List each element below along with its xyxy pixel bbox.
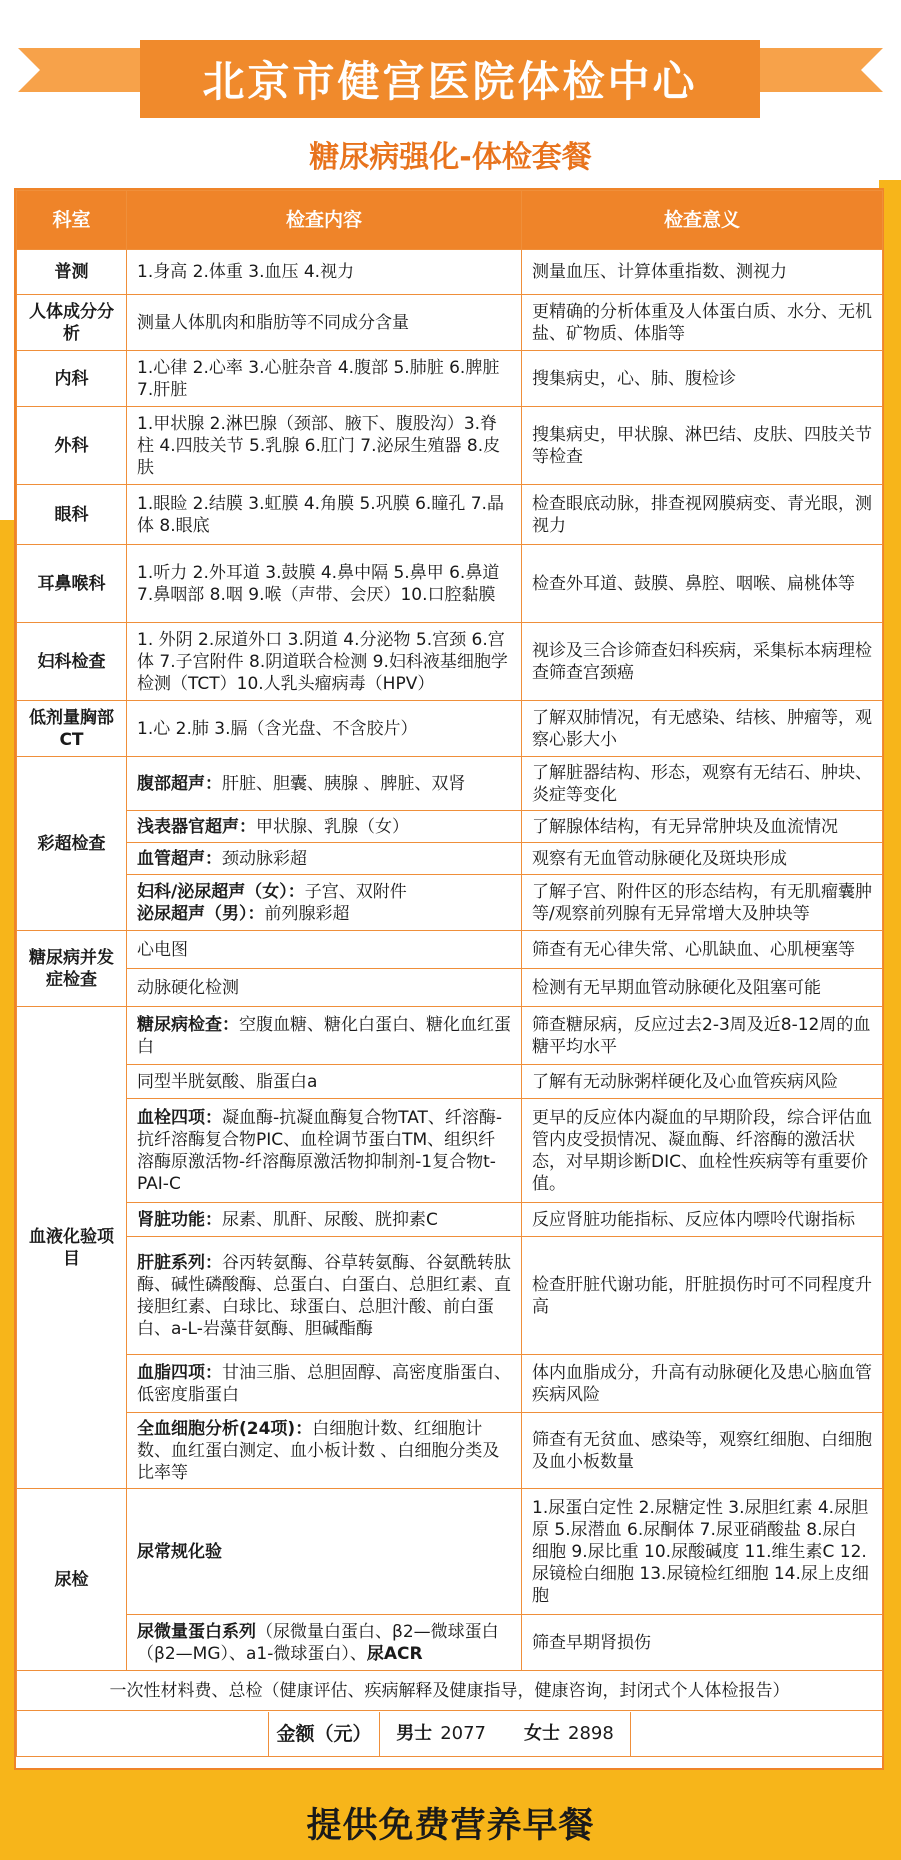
item-text: 前列腺彩超 xyxy=(264,903,350,924)
item-text: 甘油三脂、总胆固醇、高密度脂蛋白、低密度脂蛋白 xyxy=(137,1362,511,1405)
table-row xyxy=(17,250,883,295)
item-label: 浅表器官超声： xyxy=(137,816,256,837)
content-cell: 1.心 2.肺 3.膈（含光盘、不含胶片） xyxy=(127,701,522,757)
item-text: 凝血酶-抗凝血酶复合物TAT、纤溶酶-抗纤溶酶复合物PIC、血栓调节蛋白TM、组织纤溶酶原激活物-纤溶酶原激活物抑制剂-1复合物t-PAI-C xyxy=(137,1107,503,1194)
dept-cell: 普测 xyxy=(17,250,127,295)
ribbon-tail-left xyxy=(18,48,40,92)
price-label: 金额（元） xyxy=(268,1712,380,1756)
meaning-cell: 更精确的分析体重及人体蛋白质、水分、无机盐、矿物质、体脂等 xyxy=(522,295,883,351)
meaning-cell: 了解有无动脉粥样硬化及心血管疾病风险 xyxy=(522,1065,883,1099)
content-cell: 1.甲状腺 2.淋巴腺（颈部、腋下、腹股沟）3.脊柱 4.四肢关节 5.乳腺 6.肛门 7.泌尿生殖器 8.皮肤 xyxy=(127,407,522,485)
dept-cell: 耳鼻喉科 xyxy=(17,545,127,623)
item-label: 腹部超声： xyxy=(137,773,222,794)
item-label: 糖尿病检查： xyxy=(137,1014,239,1035)
table-row xyxy=(17,623,883,701)
dept-cell: 妇科检查 xyxy=(17,623,127,701)
content-cell xyxy=(127,1615,522,1671)
ribbon-tail-right xyxy=(861,48,883,92)
price-box xyxy=(17,1712,882,1756)
item-label: 泌尿超声（男）： xyxy=(137,903,265,924)
table-row xyxy=(17,485,883,545)
exam-table xyxy=(16,190,883,1757)
meaning-cell: 检查眼底动脉，排查视网膜病变、青光眼，测视力 xyxy=(522,485,883,545)
table-row xyxy=(17,701,883,757)
item-label: 尿ACR xyxy=(366,1643,423,1664)
table-row xyxy=(17,811,883,843)
meaning-cell: 搜集病史，心、肺、腹检诊 xyxy=(522,351,883,407)
header-meaning: 检查意义 xyxy=(522,191,883,250)
table-row xyxy=(17,1203,883,1237)
table-row xyxy=(17,1489,883,1615)
dept-cell: 尿检 xyxy=(17,1489,127,1671)
item-label: 肝脏系列： xyxy=(137,1252,222,1273)
free-breakfast-banner: 提供免费营养早餐 xyxy=(306,1806,595,1846)
meaning-cell: 筛查有无贫血、感染等，观察红细胞、白细胞及血小板数量 xyxy=(522,1413,883,1489)
dept-cell: 低剂量胸部CT xyxy=(17,701,127,757)
header-content: 检查内容 xyxy=(127,191,522,250)
meaning-cell: 了解双肺情况，有无感染、结核、肿瘤等，观察心影大小 xyxy=(522,701,883,757)
table-row xyxy=(17,1007,883,1065)
price-row xyxy=(17,1711,883,1757)
meaning-cell: 筛查糖尿病，反应过去2-3周及近8-12周的血糖平均水平 xyxy=(522,1007,883,1065)
dept-cell: 彩超检查 xyxy=(17,757,127,931)
ribbon-tail-left-body xyxy=(40,48,148,92)
dept-cell: 外科 xyxy=(17,407,127,485)
meaning-cell: 测量血压、计算体重指数、测视力 xyxy=(522,250,883,295)
content-cell xyxy=(127,1007,522,1065)
content-cell: 1.身高 2.体重 3.血压 4.视力 xyxy=(127,250,522,295)
table-row xyxy=(17,1065,883,1099)
male-price: 2077 xyxy=(440,1722,486,1744)
item-text: 空腹血糖、糖化白蛋白、糖化血红蛋白 xyxy=(137,1014,511,1057)
table-header-row xyxy=(17,191,883,250)
dept-cell: 内科 xyxy=(17,351,127,407)
item-label: 血脂四项： xyxy=(137,1362,222,1383)
content-cell xyxy=(127,757,522,811)
item-text: 谷丙转氨酶、谷草转氨酶、谷氨酰转肽酶、碱性磷酸酶、总蛋白、白蛋白、总胆红素、直接胆红素、白球比、球蛋白、总胆汁酸、前白蛋白、a-L-岩藻苷氨酶、胆碱酯酶 xyxy=(137,1252,511,1339)
content-cell: 1.听力 2.外耳道 3.鼓膜 4.鼻中隔 5.鼻甲 6.鼻道 7.鼻咽部 8.咽 9.喉（声带、会厌）10.口腔黏膜 xyxy=(127,545,522,623)
content-cell: 测量人体肌肉和脂肪等不同成分含量 xyxy=(127,295,522,351)
meaning-cell: 反应肾脏功能指标、反应体内嘌呤代谢指标 xyxy=(522,1203,883,1237)
table-row xyxy=(17,407,883,485)
item-label: 肾脏功能： xyxy=(137,1209,222,1230)
meaning-cell: 检测有无早期血管动脉硬化及阻塞可能 xyxy=(522,969,883,1007)
table-row xyxy=(17,1413,883,1489)
male-label: 男士 xyxy=(396,1722,433,1744)
table-row xyxy=(17,351,883,407)
table-row xyxy=(17,843,883,875)
item-text: 白细胞计数、红细胞计数、血红蛋白测定、血小板计数 、白细胞分类及比率等 xyxy=(137,1418,500,1483)
ribbon-tail-right-body xyxy=(753,48,861,92)
item-label: 全血细胞分析(24项)： xyxy=(137,1418,313,1439)
meaning-cell: 筛查有无心律失常、心肌缺血、心肌梗塞等 xyxy=(522,931,883,969)
table-row xyxy=(17,1099,883,1203)
item-text: 子宫、双附件 xyxy=(304,881,407,902)
item-label: 尿常规化验 xyxy=(137,1541,222,1562)
table-row xyxy=(17,969,883,1007)
meaning-cell: 体内血脂成分，升高有动脉硬化及患心脑血管疾病风险 xyxy=(522,1355,883,1413)
female-price: 2898 xyxy=(568,1722,614,1744)
item-text: 甲状腺、乳腺（女） xyxy=(256,816,409,837)
dept-cell: 血液化验项目 xyxy=(17,1007,127,1489)
item-text: 颈动脉彩超 xyxy=(222,848,307,869)
item-label: 血栓四项： xyxy=(137,1107,222,1128)
price-values xyxy=(380,1712,631,1756)
content-cell: 心电图 xyxy=(127,931,522,969)
meaning-cell: 了解子宫、附件区的形态结构，有无肌瘤囊肿等/观察前列腺有无异常增大及肿块等 xyxy=(522,875,883,931)
content-cell: 1.心律 2.心率 3.心脏杂音 4.腹部 5.肺脏 6.脾脏 7.肝脏 xyxy=(127,351,522,407)
meaning-cell: 检查肝脏代谢功能，肝脏损伤时可不同程度升高 xyxy=(522,1237,883,1355)
price-row-cell xyxy=(17,1711,883,1757)
item-text: （尿微量白蛋白、β2—微球蛋白（β2—MG）、a1-微球蛋白）、 xyxy=(137,1621,499,1664)
content-cell: 同型半胱氨酸、脂蛋白a xyxy=(127,1065,522,1099)
content-cell xyxy=(127,843,522,875)
meaning-cell: 筛查早期肾损伤 xyxy=(522,1615,883,1671)
misc-fee-cell: 一次性材料费、总检（健康评估、疾病解释及健康指导，健康咨询，封闭式个人体检报告） xyxy=(17,1671,883,1711)
meaning-cell: 观察有无血管动脉硬化及斑块形成 xyxy=(522,843,883,875)
table-row xyxy=(17,1355,883,1413)
female-label: 女士 xyxy=(524,1722,560,1744)
dept-cell: 眼科 xyxy=(17,485,127,545)
item-label: 妇科/泌尿超声（女）： xyxy=(137,881,305,902)
content-cell xyxy=(127,1203,522,1237)
table-row xyxy=(17,1615,883,1671)
content-cell: 1. 外阴 2.尿道外口 3.阴道 4.分泌物 5.宫颈 6.宫体 7.子宫附件 8.阴道联合检测 9.妇科液基细胞学检测（TCT）10.人乳头瘤病毒（HPV） xyxy=(127,623,522,701)
table-row xyxy=(17,295,883,351)
table-row xyxy=(17,931,883,969)
header-dept: 科室 xyxy=(17,191,127,250)
meaning-cell: 更早的反应体内凝血的早期阶段，综合评估血管内皮受损情况、凝血酶、纤溶酶的激活状态，对早期诊断DIC、血栓性疾病等有重要价值。 xyxy=(522,1099,883,1203)
item-text: 肝脏、胆囊、胰腺 、脾脏、双肾 xyxy=(222,773,466,794)
dept-cell: 糖尿病并发症检查 xyxy=(17,931,127,1007)
table-row xyxy=(17,757,883,811)
content-cell: 1.眼睑 2.结膜 3.虹膜 4.角膜 5.巩膜 6.瞳孔 7.晶体 8.眼底 xyxy=(127,485,522,545)
table-row xyxy=(17,875,883,931)
content-cell xyxy=(127,811,522,843)
item-text: 尿素、肌酐、尿酸、胱抑素C xyxy=(222,1209,438,1230)
item-label: 尿微量蛋白系列 xyxy=(137,1621,256,1642)
content-cell xyxy=(127,1355,522,1413)
content-cell xyxy=(127,1413,522,1489)
meaning-cell: 了解腺体结构，有无异常肿块及血流情况 xyxy=(522,811,883,843)
content-cell xyxy=(127,1237,522,1355)
table-row xyxy=(17,1671,883,1711)
meaning-cell: 了解脏器结构、形态，观察有无结石、肿块、炎症等变化 xyxy=(522,757,883,811)
meaning-cell: 搜集病史，甲状腺、淋巴结、皮肤、四肢关节等检查 xyxy=(522,407,883,485)
content-cell xyxy=(127,1489,522,1615)
package-subtitle: 糖尿病强化-体检套餐 xyxy=(309,140,592,175)
meaning-cell: 检查外耳道、鼓膜、鼻腔、咽喉、扁桃体等 xyxy=(522,545,883,623)
dept-cell: 人体成分分析 xyxy=(17,295,127,351)
table-row xyxy=(17,1237,883,1355)
content-cell xyxy=(127,1099,522,1203)
item-label: 血管超声： xyxy=(137,848,222,869)
page-title: 北京市健宫医院体检中心 xyxy=(140,40,760,118)
content-cell: 动脉硬化检测 xyxy=(127,969,522,1007)
meaning-cell: 视诊及三合诊筛查妇科疾病，采集标本病理检查筛查宫颈癌 xyxy=(522,623,883,701)
table-row xyxy=(17,545,883,623)
meaning-cell: 1.尿蛋白定性 2.尿糖定性 3.尿胆红素 4.尿胆原 5.尿潜血 6.尿酮体 7.尿亚硝酸盐 8.尿白细胞 9.尿比重 10.尿酸碱度 11.维生素C 12.尿镜检白细胞 13.尿镜检红细胞 14.尿上皮细胞 xyxy=(522,1489,883,1615)
content-cell xyxy=(127,875,522,931)
